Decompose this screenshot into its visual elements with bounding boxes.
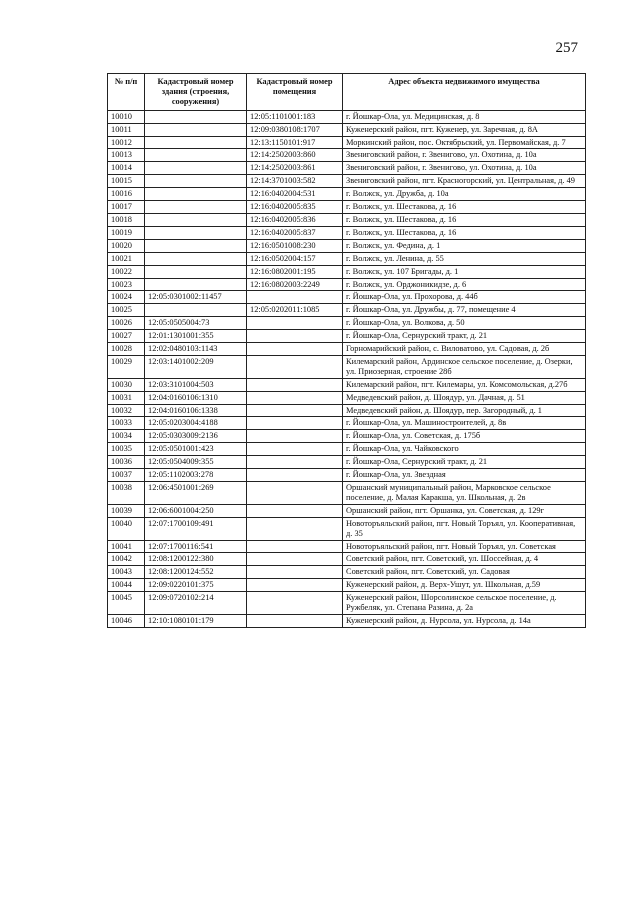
- row-index: 10040: [108, 517, 145, 540]
- building-cadastral-number: 12:05:0505004:73: [145, 317, 247, 330]
- table-row: [108, 226, 586, 239]
- building-cadastral-number: 12:06:4501001:269: [145, 482, 247, 505]
- building-cadastral-number: 12:06:6001004:250: [145, 504, 247, 517]
- building-cadastral-number: [145, 136, 247, 149]
- building-cadastral-number: [145, 278, 247, 291]
- table-row: [108, 579, 586, 592]
- building-cadastral-number: 12:01:1301001:355: [145, 330, 247, 343]
- building-cadastral-number: 12:09:0220101:375: [145, 579, 247, 592]
- premises-cadastral-number: [247, 566, 343, 579]
- premises-cadastral-number: 12:16:0502004:157: [247, 252, 343, 265]
- table-row: [108, 317, 586, 330]
- address: г. Волжск, ул. Дружба, д. 10а: [343, 188, 586, 201]
- building-cadastral-number: [145, 123, 247, 136]
- table-row: [108, 239, 586, 252]
- building-cadastral-number: [145, 226, 247, 239]
- address: Звениговский район, г. Звенигово, ул. Охотина, д. 10а: [343, 149, 586, 162]
- table-row: [108, 330, 586, 343]
- premises-cadastral-number: [247, 456, 343, 469]
- table-row: [108, 304, 586, 317]
- premises-cadastral-number: [247, 343, 343, 356]
- building-cadastral-number: 12:05:0501001:423: [145, 443, 247, 456]
- premises-cadastral-number: 12:13:1150101:917: [247, 136, 343, 149]
- building-cadastral-number: [145, 162, 247, 175]
- row-index: 10014: [108, 162, 145, 175]
- table-row: [108, 504, 586, 517]
- row-index: 10021: [108, 252, 145, 265]
- building-cadastral-number: [145, 188, 247, 201]
- registry-table: [107, 73, 586, 628]
- row-index: 10044: [108, 579, 145, 592]
- address: г. Йошкар-Ола, ул. Машиностроителей, д. 8в: [343, 417, 586, 430]
- table-row: [108, 404, 586, 417]
- address: Звениговский район, г. Звенигово, ул. Охотина, д. 10а: [343, 162, 586, 175]
- table-row: [108, 482, 586, 505]
- page-number: 257: [555, 40, 578, 56]
- building-cadastral-number: [145, 252, 247, 265]
- address: Советский район, пгт. Советский, ул. Шоссейная, д. 4: [343, 553, 586, 566]
- premises-cadastral-number: 12:16:0402005:836: [247, 213, 343, 226]
- building-cadastral-number: 12:02:0480103:1143: [145, 343, 247, 356]
- address: Оршанский муниципальный район, Марковское сельское поселение, д. Малая Каракша, ул. Школьная, д. 2в: [343, 482, 586, 505]
- building-cadastral-number: [145, 304, 247, 317]
- table-row: [108, 391, 586, 404]
- table-row: [108, 252, 586, 265]
- row-index: 10029: [108, 355, 145, 378]
- building-cadastral-number: 12:05:1102003:278: [145, 469, 247, 482]
- header-premises-cadastral: Кадастровый номер помещения: [247, 74, 343, 111]
- premises-cadastral-number: [247, 430, 343, 443]
- address: г. Йошкар-Ола, ул. Медицинская, д. 8: [343, 110, 586, 123]
- table-row: [108, 517, 586, 540]
- address: Новоторъяльский район, пгт. Новый Торъял, ул. Кооперативная, д. 35: [343, 517, 586, 540]
- building-cadastral-number: [145, 213, 247, 226]
- premises-cadastral-number: [247, 443, 343, 456]
- row-index: 10016: [108, 188, 145, 201]
- premises-cadastral-number: [247, 391, 343, 404]
- address: г. Йошкар-Ола, ул. Прохорова, д. 44б: [343, 291, 586, 304]
- address: Килемарский район, пгт. Килемары, ул. Комсомольская, д.27б: [343, 378, 586, 391]
- row-index: 10036: [108, 456, 145, 469]
- row-index: 10020: [108, 239, 145, 252]
- table-row: [108, 136, 586, 149]
- table-row: [108, 417, 586, 430]
- premises-cadastral-number: [247, 540, 343, 553]
- row-index: 10022: [108, 265, 145, 278]
- row-index: 10038: [108, 482, 145, 505]
- row-index: 10037: [108, 469, 145, 482]
- building-cadastral-number: 12:05:0301002:11457: [145, 291, 247, 304]
- premises-cadastral-number: [247, 592, 343, 615]
- premises-cadastral-number: 12:09:0380108:1707: [247, 123, 343, 136]
- row-index: 10034: [108, 430, 145, 443]
- table-row: [108, 291, 586, 304]
- header-address: Адрес объекта недвижимого имущества: [343, 74, 586, 111]
- building-cadastral-number: 12:10:1080101:179: [145, 614, 247, 627]
- row-index: 10046: [108, 614, 145, 627]
- table-row: [108, 355, 586, 378]
- address: г. Йошкар-Ола, ул. Волкова, д. 50: [343, 317, 586, 330]
- address: г. Йошкар-Ола, Сернурский тракт, д. 21: [343, 456, 586, 469]
- premises-cadastral-number: [247, 317, 343, 330]
- address: Куженерский район, д. Верх-Ушут, ул. Школьная, д.59: [343, 579, 586, 592]
- premises-cadastral-number: 12:16:0501008:230: [247, 239, 343, 252]
- row-index: 10010: [108, 110, 145, 123]
- table-row: [108, 592, 586, 615]
- table-row: [108, 378, 586, 391]
- row-index: 10027: [108, 330, 145, 343]
- table-row: [108, 265, 586, 278]
- address: Куженерский район, пгт. Куженер, ул. Заречная, д. 8А: [343, 123, 586, 136]
- table-row: [108, 553, 586, 566]
- row-index: 10039: [108, 504, 145, 517]
- table-row: [108, 188, 586, 201]
- building-cadastral-number: 12:03:3101004:503: [145, 378, 247, 391]
- building-cadastral-number: [145, 175, 247, 188]
- building-cadastral-number: 12:03:1401002:209: [145, 355, 247, 378]
- table-row: [108, 540, 586, 553]
- premises-cadastral-number: [247, 330, 343, 343]
- address: г. Йошкар-Ола, ул. Чайковского: [343, 443, 586, 456]
- premises-cadastral-number: [247, 553, 343, 566]
- table-row: [108, 456, 586, 469]
- building-cadastral-number: 12:07:1700109:491: [145, 517, 247, 540]
- table-row: [108, 566, 586, 579]
- row-index: 10017: [108, 201, 145, 214]
- row-index: 10025: [108, 304, 145, 317]
- row-index: 10019: [108, 226, 145, 239]
- address: г. Волжск, ул. Шестакова, д. 16: [343, 226, 586, 239]
- row-index: 10041: [108, 540, 145, 553]
- row-index: 10031: [108, 391, 145, 404]
- table-row: [108, 175, 586, 188]
- building-cadastral-number: 12:04:0160106:1338: [145, 404, 247, 417]
- premises-cadastral-number: [247, 378, 343, 391]
- building-cadastral-number: [145, 110, 247, 123]
- premises-cadastral-number: [247, 291, 343, 304]
- header-index: № п/п: [108, 74, 145, 111]
- table-row: [108, 162, 586, 175]
- address: Медведевский район, д. Шоядур, пер. Загородный, д. 1: [343, 404, 586, 417]
- row-index: 10024: [108, 291, 145, 304]
- address: г. Йошкар-Ола, Сернурский тракт, д. 21: [343, 330, 586, 343]
- address: г. Волжск, ул. Орджоникидзе, д. 6: [343, 278, 586, 291]
- table-row: [108, 201, 586, 214]
- premises-cadastral-number: [247, 355, 343, 378]
- address: Оршанский район, пгт. Оршанка, ул. Советская, д. 129г: [343, 504, 586, 517]
- table-row: [108, 614, 586, 627]
- address: Килемарский район, Ардинское сельское поселение, д. Озерки, ул. Приозерная, строение 28б: [343, 355, 586, 378]
- table-row: [108, 123, 586, 136]
- address: Моркинский район, пос. Октябрьский, ул. Первомайская, д. 7: [343, 136, 586, 149]
- address: Новоторъяльский район, пгт. Новый Торъял, ул. Советская: [343, 540, 586, 553]
- row-index: 10033: [108, 417, 145, 430]
- table-header-row: [108, 74, 586, 111]
- address: г. Волжск, ул. Шестакова, д. 16: [343, 201, 586, 214]
- table-row: [108, 110, 586, 123]
- address: г. Волжск, ул. Федина, д. 1: [343, 239, 586, 252]
- premises-cadastral-number: [247, 504, 343, 517]
- table-row: [108, 149, 586, 162]
- row-index: 10011: [108, 123, 145, 136]
- address: Горномарийский район, с. Виловатово, ул. Садовая, д. 2б: [343, 343, 586, 356]
- address: Советский район, пгт. Советский, ул. Садовая: [343, 566, 586, 579]
- row-index: 10015: [108, 175, 145, 188]
- row-index: 10030: [108, 378, 145, 391]
- table-row: [108, 443, 586, 456]
- premises-cadastral-number: 12:16:0402004:531: [247, 188, 343, 201]
- building-cadastral-number: 12:07:1700116:541: [145, 540, 247, 553]
- row-index: 10026: [108, 317, 145, 330]
- building-cadastral-number: 12:08:1200122:380: [145, 553, 247, 566]
- header-building-cadastral: Кадастровый номер здания (строения, сооружения): [145, 74, 247, 111]
- table-row: [108, 213, 586, 226]
- premises-cadastral-number: [247, 482, 343, 505]
- premises-cadastral-number: [247, 614, 343, 627]
- building-cadastral-number: [145, 239, 247, 252]
- row-index: 10032: [108, 404, 145, 417]
- premises-cadastral-number: 12:16:0402005:837: [247, 226, 343, 239]
- table-row: [108, 469, 586, 482]
- premises-cadastral-number: 12:14:2502003:860: [247, 149, 343, 162]
- premises-cadastral-number: [247, 417, 343, 430]
- premises-cadastral-number: [247, 469, 343, 482]
- premises-cadastral-number: 12:14:2502003:861: [247, 162, 343, 175]
- premises-cadastral-number: [247, 579, 343, 592]
- building-cadastral-number: 12:05:0504009:355: [145, 456, 247, 469]
- table-row: [108, 278, 586, 291]
- address: Куженерский район, д. Нурсола, ул. Нурсола, д. 14а: [343, 614, 586, 627]
- address: г. Волжск, ул. Ленина, д. 55: [343, 252, 586, 265]
- table-row: [108, 343, 586, 356]
- row-index: 10042: [108, 553, 145, 566]
- premises-cadastral-number: 12:14:3701003:582: [247, 175, 343, 188]
- premises-cadastral-number: 12:16:0802001:195: [247, 265, 343, 278]
- row-index: 10012: [108, 136, 145, 149]
- table-row: [108, 430, 586, 443]
- address: г. Волжск, ул. 107 Бригады, д. 1: [343, 265, 586, 278]
- address: г. Йошкар-Ола, ул. Звездная: [343, 469, 586, 482]
- row-index: 10035: [108, 443, 145, 456]
- premises-cadastral-number: [247, 517, 343, 540]
- premises-cadastral-number: 12:05:0202011:1085: [247, 304, 343, 317]
- building-cadastral-number: [145, 149, 247, 162]
- building-cadastral-number: 12:08:1200124:552: [145, 566, 247, 579]
- row-index: 10028: [108, 343, 145, 356]
- row-index: 10045: [108, 592, 145, 615]
- building-cadastral-number: 12:05:0303009:2136: [145, 430, 247, 443]
- premises-cadastral-number: 12:16:0402005:835: [247, 201, 343, 214]
- row-index: 10023: [108, 278, 145, 291]
- premises-cadastral-number: 12:16:0802003:2249: [247, 278, 343, 291]
- address: г. Йошкар-Ола, ул. Дружбы, д. 77, помещение 4: [343, 304, 586, 317]
- premises-cadastral-number: [247, 404, 343, 417]
- row-index: 10018: [108, 213, 145, 226]
- row-index: 10043: [108, 566, 145, 579]
- building-cadastral-number: 12:09:0720102:214: [145, 592, 247, 615]
- building-cadastral-number: [145, 201, 247, 214]
- premises-cadastral-number: 12:05:1101001:183: [247, 110, 343, 123]
- address: г. Волжск, ул. Шестакова, д. 16: [343, 213, 586, 226]
- building-cadastral-number: 12:04:0160106:1310: [145, 391, 247, 404]
- address: Медведевский район, д. Шоядур, ул. Дачная, д. 51: [343, 391, 586, 404]
- address: Звениговский район, пгт. Красногорский, ул. Центральная, д. 49: [343, 175, 586, 188]
- building-cadastral-number: [145, 265, 247, 278]
- address: Куженерский район, Шорсолинское сельское поселение, д. Ружбеляк, ул. Степана Разина, д. 2а: [343, 592, 586, 615]
- address: г. Йошкар-Ола, ул. Советская, д. 175б: [343, 430, 586, 443]
- row-index: 10013: [108, 149, 145, 162]
- building-cadastral-number: 12:05:0203004:4188: [145, 417, 247, 430]
